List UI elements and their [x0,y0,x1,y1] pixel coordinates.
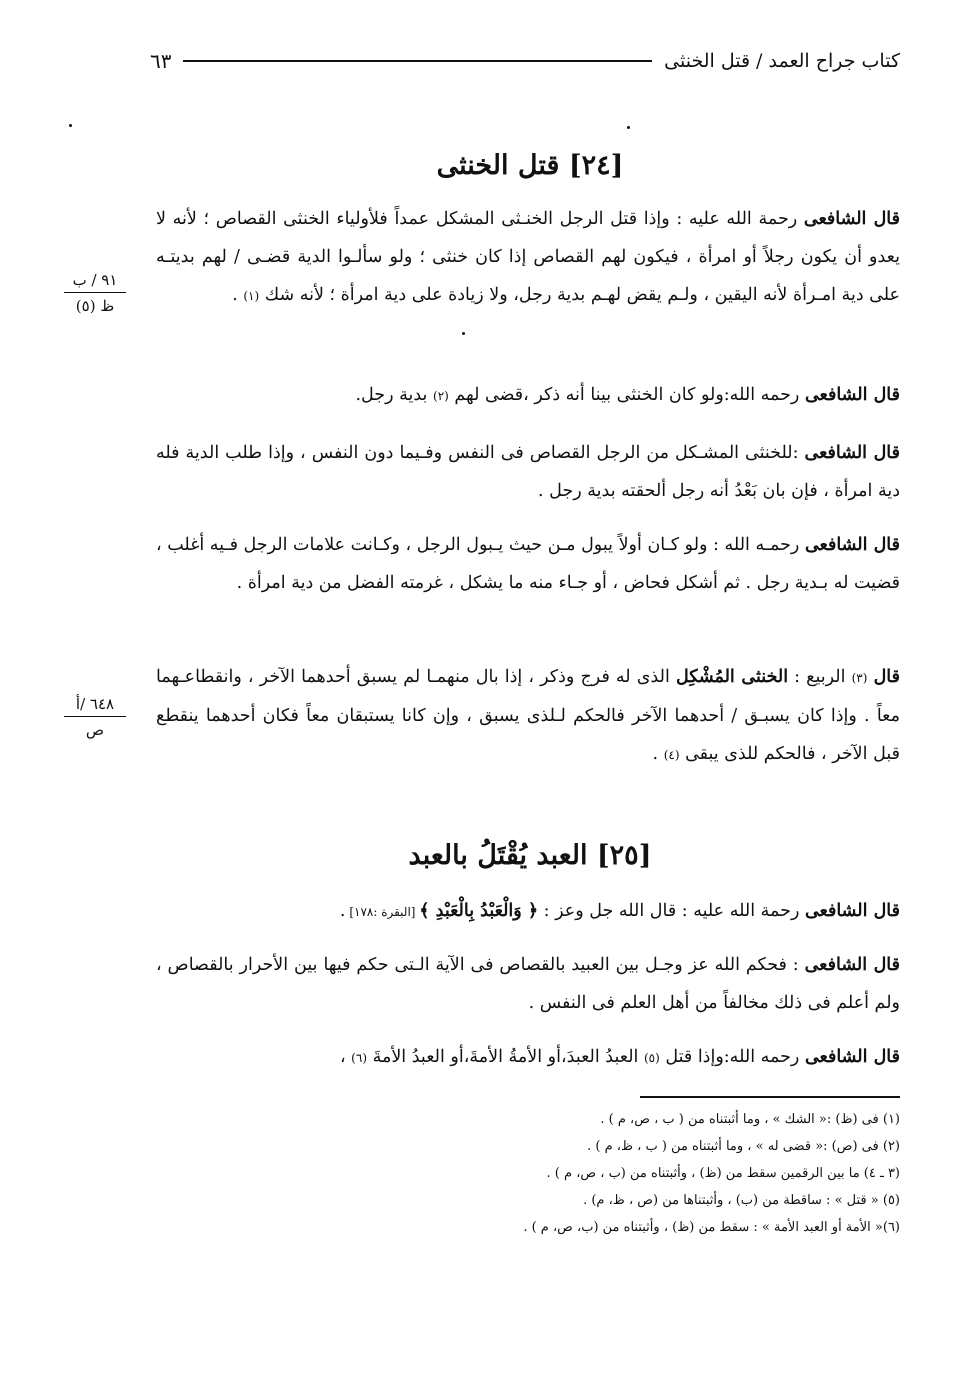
footnote-ref[interactable]: (٣) [851,671,868,685]
speaker-label: قال الشافعى [803,209,900,229]
paragraph-5 [156,658,900,774]
paragraph-text: . [652,744,664,764]
margin-note-folio [64,270,126,316]
quran-verse: ﴿ وَالْعَبْدُ بِالْعَبْدِ ﴾ [419,901,539,921]
paragraph-text: رحمه الله:وإذا قتل [659,1047,805,1067]
paragraph-text: رحمة الله عليه : وإذا قتل الرجل الخنـثى المشكل عمداً فلأولياء الخنثى القصاص ؛ لأنه لا يعدو أن يكون رجلاً أو امرأة ، فيكون لهم القصاص إذا كان خنثى ؛ ولو سألـوا الدية قضـى / لهم بديتـه على دية امـرأة لأنه اليقين ، ولـم يقض لهـم بدية رجل، ولا زيادة على دية امرأة ؛ لأنه شك [156,209,900,305]
margin-note-bottom: ظ (٥) [75,297,115,315]
running-header [150,44,900,78]
scan-speck [69,124,72,127]
footnote-2: (٢) فى (ص) :« قضى له » ، وما أثبتناه من ( ب ، ظ، م ) . [587,1139,900,1154]
speaker-label: قال الشافعى [804,535,900,555]
paragraph-text: رحمه الله:ولو كان الخنثى بينا أنه ذكر ،قضى لهم [448,385,805,405]
speaker-label: قال الشافعى [804,385,900,405]
margin-note-top: ٦٤٨ /أ [64,694,126,717]
footnote-6: (٦)« الأمة أو العبد الأمة » : سقط من (ظ) ، وأثبتناه من (ب، ص، م ) . [523,1220,900,1235]
paragraph-3 [156,434,900,510]
speaker-label: قال الشافعى [804,1047,900,1067]
verse-citation: [البقرة :١٧٨] [345,905,420,919]
footnote-1: (١) فى (ظ) :« الشك » ، وما أثبتناه من ( ب ، ص، م ) . [600,1112,900,1127]
header-rule [183,60,652,62]
paragraph-6 [156,892,900,931]
paragraph-1 [156,200,900,315]
footnote-ref[interactable]: (٥) [643,1051,660,1065]
footnote-ref[interactable]: (٤) [663,748,680,762]
paragraph-text: رحمـه الله : ولو كـان أولاً يبول مـن حيث يـبول الرجل ، وكـانت علامات الرجل فـيه أغلب ، قضيت له بـدية رجل . ثم أشكل فحاض ، أو جـاء منه ما يشكل ، غرمته الفضل من دية امرأة . [156,535,900,593]
paragraph-text: :للخنثى المشـكل من الرجل القصاص فى النفس وفـيما دون النفس ، وإذا طلب الدية فله دية امرأة ، فإن بان بَعْدُ أنه رجل ألحقته بدية رجل . [156,443,900,501]
footnote-ref[interactable]: (٢) [433,389,449,403]
margin-note-folio [64,694,126,740]
footnote-5: (٥) « قتل » : ساقطة من (ب) ، وأثبتناها من (ص ، ظ، م) . [583,1193,900,1208]
scan-speck [462,332,465,335]
speaker-label: قال الشافعى [804,443,900,463]
running-title: كتاب جراح العمد / قتل الخنثى [664,50,900,72]
paragraph-text: ، [339,1047,352,1067]
speaker-label: قال الشافعى [804,955,900,975]
scan-speck [627,126,630,129]
footnote-ref[interactable]: (١) [243,289,260,303]
defined-term: الخنثى المُشْكِل [675,667,789,687]
section-heading-25: [٢٥] العبد يُقْتَلُ بالعبد [408,840,652,871]
speaker-label: قال الشافعى [804,901,900,921]
margin-note-bottom: ص [85,721,105,739]
speaker-label: قال [873,667,900,687]
footnote-3-4: (٣ ـ ٤) ما بين الرقمين سقط من (ظ) ، وأثبتناه من (ب ، ص، م ) . [546,1166,900,1181]
paragraph-4 [156,526,900,602]
footnotes-section [380,1106,900,1241]
footnote-separator [640,1096,900,1098]
paragraph-text: العبدُ العبدَ،أو الأمةُ الأمةَ،أو العبدُ الأمةَ [367,1047,644,1067]
paragraph-7 [156,946,900,1022]
section-heading-24: [٢٤] قتل الخنثى [436,150,624,181]
paragraph-text: بدية رجل. [355,385,433,405]
paragraph-text: رحمة الله عليه : قال الله جل وعز : [538,901,805,921]
paragraph-2 [156,376,900,415]
margin-note-top: ٩١ / ب [64,270,126,293]
paragraph-text: . [339,901,346,921]
paragraph-text: . [232,285,244,305]
paragraph-text: الذى له فرج وذكر ، إذا بال منهمـا لم يسبق أحدهما الآخر ، وانقطاعـهما معاً . وإذا كان يسبـق / أحدهما الآخر فالحكم لـلذى يسبق ، وإن كانا يستبقان معاً فكان أحدهما ينقطع قبل الآخر ، فالحكم للذى يبقى [156,667,900,764]
footnote-ref[interactable]: (٦) [351,1051,367,1065]
paragraph-text: الربيع : [788,667,852,687]
paragraph-text: : فحكم الله عز وجـل بين العبيد بالقصاص فى الآية الـتى حكم فيها بين الأحرار بالقصاص ، ولم أعلم فى ذلك مخالفاً من أهل العلم فى النفس . [156,955,900,1013]
paragraph-8 [156,1038,900,1077]
page-number: ٦٣ [150,49,172,73]
